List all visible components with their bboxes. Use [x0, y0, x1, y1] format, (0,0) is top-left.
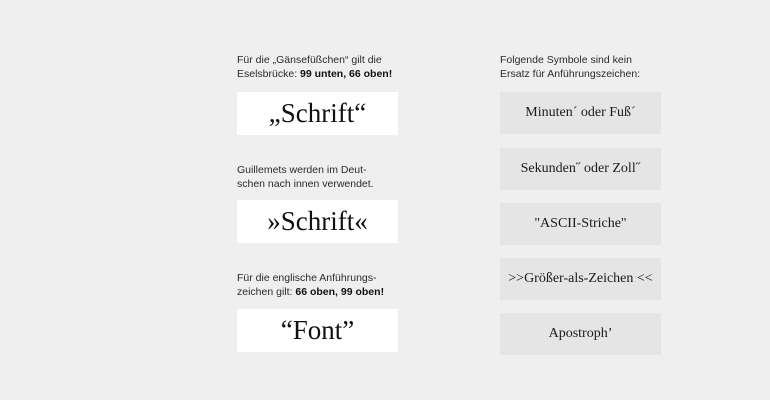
caption-english-line2-prefix: zeichen gilt:: [237, 286, 296, 298]
caption-english-line1: Für die englische Anführungs-: [237, 272, 377, 284]
symbol-ascii-striche: "ASCII-Striche": [500, 203, 661, 245]
symbol-apostroph: Apostroph’: [500, 313, 661, 355]
caption-symbols: [500, 53, 640, 81]
caption-symbols-line2: Ersatz für Anführungszeichen:: [500, 68, 641, 80]
caption-guillemets-line1: Guillemets werden im Deut-: [237, 164, 367, 176]
example-guillemets: »Schrift«: [237, 200, 398, 243]
caption-english: [237, 271, 384, 299]
symbol-minuten-fuss: Minuten´ oder Fuß´: [500, 92, 661, 134]
caption-gaensefuesschen-line2: [237, 67, 392, 81]
caption-guillemets: [237, 163, 374, 191]
example-german-quotes: „Schrift“: [237, 92, 398, 135]
caption-symbols-line1: Folgende Symbole sind kein: [500, 54, 632, 66]
caption-english-rule: 66 oben, 99 oben!: [295, 286, 385, 298]
caption-gaensefuesschen-line2-prefix: Eselsbrücke:: [237, 68, 301, 80]
symbol-sekunden-zoll: Sekunden˝ oder Zoll˝: [500, 148, 661, 190]
caption-guillemets-line2: schen nach innen verwendet.: [237, 178, 374, 190]
caption-gaensefuesschen-line1: Für die „Gänsefüßchen“ gilt die: [237, 54, 382, 66]
symbol-groesser-als-zeichen: >>Größer-als-Zeichen <<: [500, 258, 661, 300]
caption-gaensefuesschen: [237, 53, 392, 81]
caption-english-line2: [237, 285, 384, 299]
caption-gaensefuesschen-rule: 99 unten, 66 oben!: [300, 68, 393, 80]
example-english-quotes: “Font”: [237, 309, 398, 352]
